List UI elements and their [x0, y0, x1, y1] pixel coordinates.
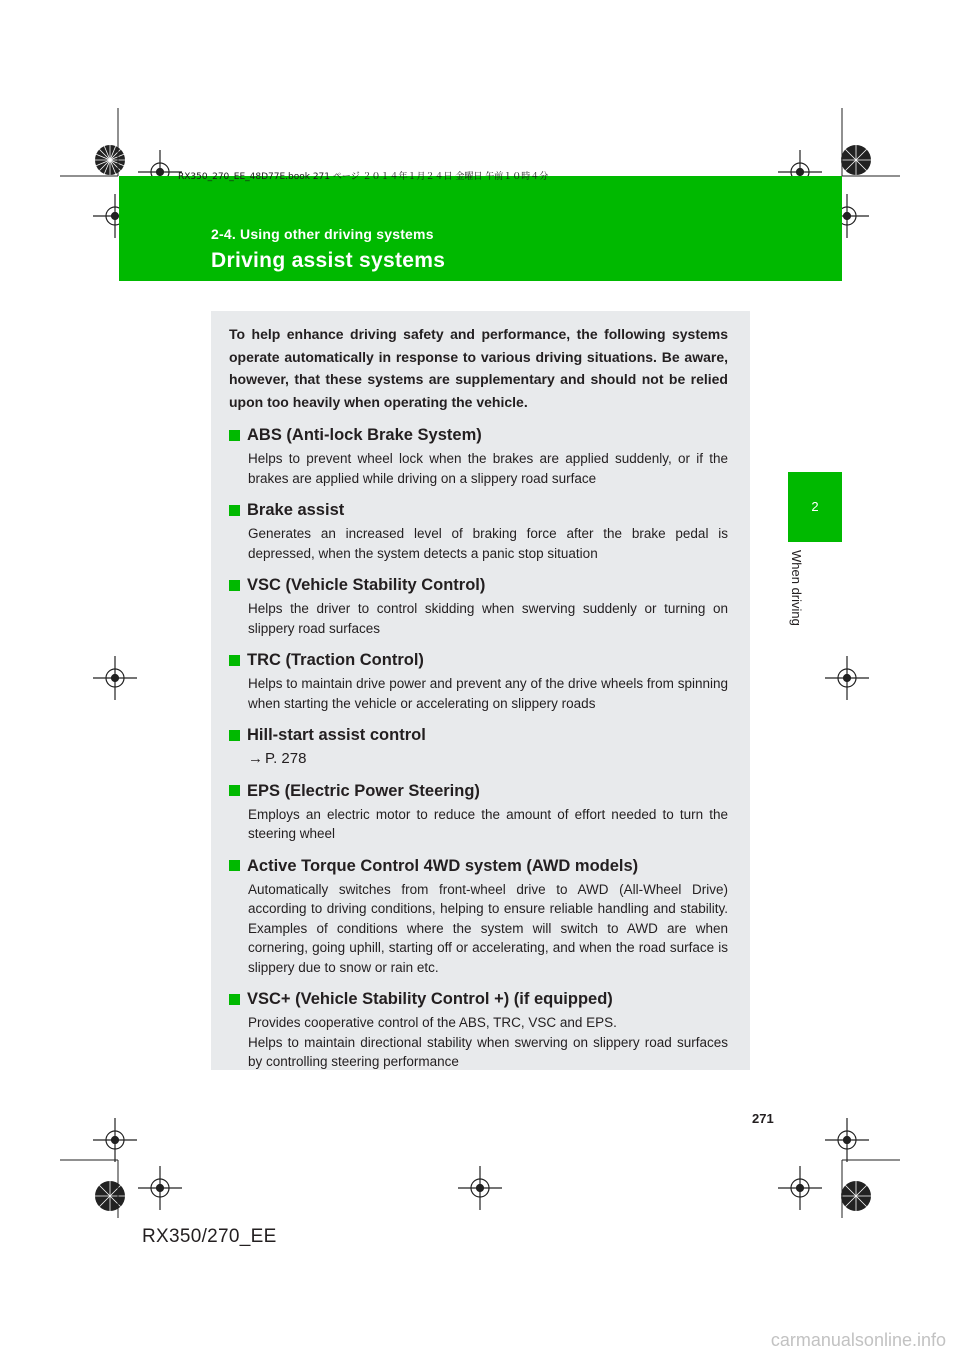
- square-bullet-icon: [229, 730, 240, 741]
- intro-paragraph: To help enhance driving safety and performance, the following systems operate automatically in response to various driving situations. Be aware, however, that these systems are supplementary and should not be relied upon too heavily when operating the vehicle.: [229, 326, 728, 410]
- section-label: 2-4. Using other driving systems: [211, 226, 434, 242]
- square-bullet-icon: [229, 655, 240, 666]
- page-title: Driving assist systems: [211, 249, 446, 272]
- watermark: carmanualsonline.info: [770, 1330, 946, 1350]
- feature-title-text: Hill-start assist control: [247, 726, 426, 744]
- feature-description: Helps the driver to control skidding when swerving suddenly or turning on slippery road surfaces: [248, 601, 728, 636]
- feature-title: [229, 855, 728, 877]
- square-bullet-icon: [229, 785, 240, 796]
- feature-title-text: Brake assist: [247, 501, 345, 519]
- feature-title: [229, 574, 728, 596]
- feature-title-text: ABS (Anti-lock Brake System): [247, 426, 482, 444]
- square-bullet-icon: [229, 580, 240, 591]
- feature-title: [229, 649, 728, 671]
- feature-title-text: VSC (Vehicle Stability Control): [247, 576, 486, 594]
- feature-hill-start-assist: [229, 724, 728, 769]
- feature-brake-assist: [229, 499, 728, 563]
- feature-title: [229, 780, 728, 802]
- file-stamp: RX350_270_EE_48D77E.book 271 ページ ２０１４年１月２４日 金曜日 午前１０時４分: [178, 172, 549, 182]
- feature-title-text: Active Torque Control 4WD system (AWD models): [247, 856, 639, 875]
- feature-title-text: TRC (Traction Control): [247, 651, 424, 669]
- square-bullet-icon: [229, 860, 240, 871]
- feature-title: [229, 988, 728, 1010]
- feature-active-torque-control: [229, 855, 728, 978]
- feature-vsc-plus: [229, 988, 728, 1072]
- square-bullet-icon: [229, 994, 240, 1005]
- feature-description: Helps to maintain drive power and prevent any of the drive wheels from spinning when starting the vehicle or accelerating on slippery roads: [248, 676, 728, 711]
- feature-description: Employs an electric motor to reduce the amount of effort needed to turn the steering wheel: [248, 806, 728, 841]
- feature-description: Provides cooperative control of the ABS, TRC, VSC and EPS. Helps to maintain directional stability when swerving on slippery road surfaces by controlling steering performance: [248, 1015, 728, 1069]
- chapter-label: When driving: [789, 550, 804, 626]
- arrow-right-icon: →: [248, 750, 263, 767]
- feature-reference: [248, 749, 728, 769]
- feature-abs: [229, 424, 728, 488]
- feature-title-text: EPS (Electric Power Steering): [247, 781, 480, 800]
- feature-description: Automatically switches from front-wheel drive to AWD (All-Wheel Drive) according to driving conditions, helping to ensure reliable handling and stability. Examples of conditions where the system will switch to AWD are when cornering, going uphill, starting off or accelerating, and when the road surface is slippery due to snow or rain etc.: [248, 881, 728, 975]
- feature-title: [229, 724, 728, 746]
- feature-vsc: [229, 574, 728, 638]
- square-bullet-icon: [229, 505, 240, 516]
- square-bullet-icon: [229, 430, 240, 441]
- feature-title: [229, 499, 728, 521]
- feature-title-text: VSC+ (Vehicle Stability Control +) (if equipped): [247, 990, 613, 1008]
- feature-description: Generates an increased level of braking force after the brake pedal is depressed, when the system detects a panic stop situation: [248, 526, 728, 561]
- model-code: RX350/270_EE: [142, 1226, 277, 1247]
- feature-trc: [229, 649, 728, 713]
- feature-title: [229, 424, 728, 446]
- chapter-tab: 2: [788, 472, 842, 542]
- page-reference-link[interactable]: P. 278: [265, 750, 307, 767]
- feature-description: Helps to prevent wheel lock when the brakes are applied suddenly, or if the brakes are applied while driving on a slippery road surface: [248, 451, 728, 486]
- feature-eps: [229, 780, 728, 844]
- content-box: [211, 311, 750, 1070]
- page-number: 271: [752, 1111, 774, 1126]
